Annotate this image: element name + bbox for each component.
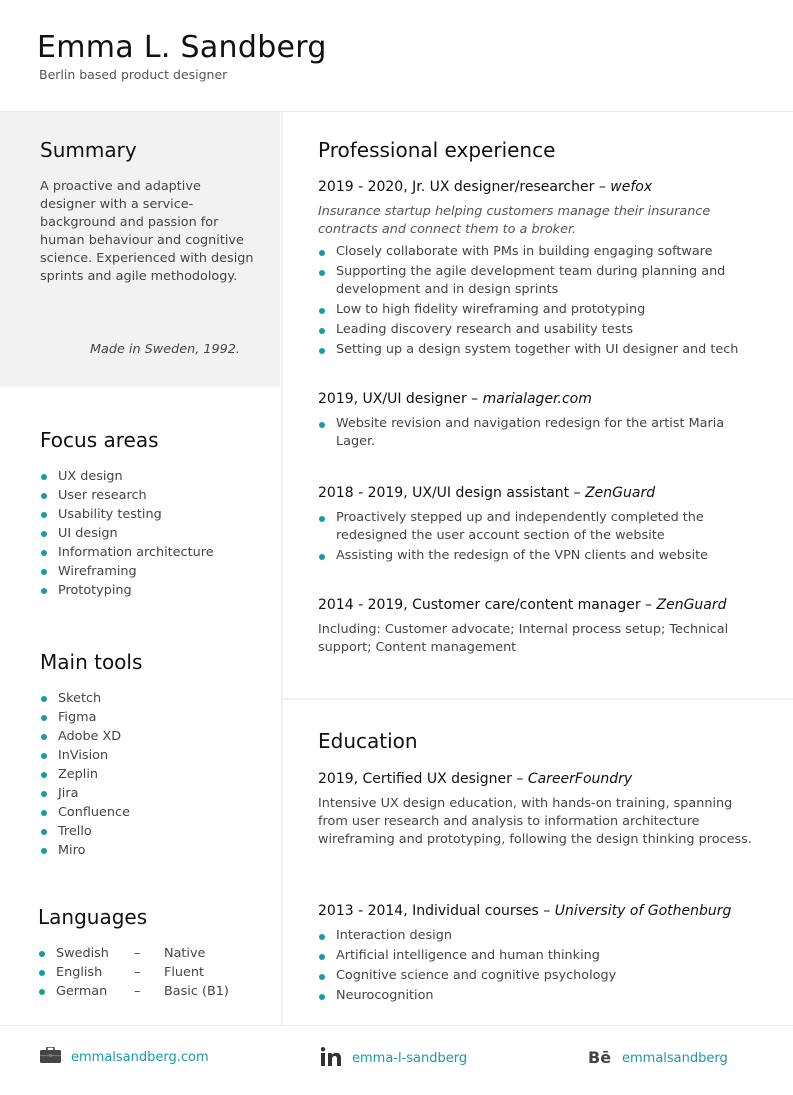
focus-areas-title: Focus areas	[40, 428, 159, 452]
svg-text:Bē: Bē	[588, 1048, 612, 1065]
separator-dash: –	[134, 965, 141, 980]
summary-made-in: Made in Sweden, 1992.	[89, 342, 240, 357]
list-item: UI design	[40, 524, 270, 543]
horizontal-divider	[283, 698, 793, 700]
linkedin-text[interactable]: emma-l-sandberg	[352, 1051, 468, 1066]
website-link[interactable]	[40, 1047, 209, 1067]
language-level: Native	[164, 946, 206, 961]
list-item: Adobe XD	[40, 727, 270, 746]
list-item: Confluence	[40, 803, 270, 822]
job-heading: 2018 - 2019, UX/UI design assistant – ZenGuard	[318, 485, 656, 501]
separator-dash: –	[134, 984, 141, 999]
list-item: Website revision and navigation redesign for the artist Maria Lager.	[318, 415, 758, 451]
list-item: Information architecture	[40, 543, 270, 562]
job-bullets	[318, 509, 758, 565]
language-item	[38, 963, 268, 982]
language-name: English	[56, 965, 103, 980]
education-school: University of Gothenburg	[554, 903, 732, 919]
list-item: Closely collaborate with PMs in building engaging software	[318, 243, 758, 261]
language-name: Swedish	[56, 946, 109, 961]
job-company: ZenGuard	[585, 485, 656, 501]
list-item: Sketch	[40, 689, 270, 708]
behance-icon	[588, 1047, 612, 1069]
list-item: Prototyping	[40, 581, 270, 600]
main-tools-title: Main tools	[40, 650, 143, 674]
separator-dash: –	[134, 946, 141, 961]
list-item: Trello	[40, 822, 270, 841]
main-tools-list	[40, 689, 270, 860]
language-item	[38, 944, 268, 963]
list-item: InVision	[40, 746, 270, 765]
language-level: Fluent	[164, 965, 205, 980]
education-school: CareerFoundry	[527, 771, 633, 787]
summary-section	[0, 112, 280, 387]
main-column	[283, 112, 793, 1025]
list-item: Interaction design	[318, 927, 758, 945]
job-entry	[318, 179, 758, 361]
linkedin-icon	[321, 1047, 342, 1070]
education-heading: 2019, Certified UX designer – CareerFoundry	[318, 771, 633, 787]
list-item: User research	[40, 486, 270, 505]
briefcase-icon	[40, 1047, 61, 1067]
list-item: Usability testing	[40, 505, 270, 524]
education-entry	[318, 903, 758, 1007]
list-item: Leading discovery research and usability tests	[318, 321, 758, 339]
education-description: Intensive UX design education, with hands-on training, spanning from user research and analysis to information architecture wireframing and prototyping, following the design thinking process.	[318, 796, 752, 847]
job-bullets	[318, 243, 758, 359]
languages-title: Languages	[38, 905, 148, 929]
education-bullets	[318, 927, 758, 1005]
job-heading: 2014 - 2019, Customer care/content manager – ZenGuard	[318, 597, 727, 613]
resume-header	[0, 0, 793, 112]
job-description: Insurance startup helping customers manage their insurance contracts and connect them to a broker.	[318, 204, 711, 237]
job-company: marialager.com	[482, 391, 592, 407]
list-item: Zeplin	[40, 765, 270, 784]
list-item: Jira	[40, 784, 270, 803]
job-description: Including: Customer advocate; Internal process setup; Technical support; Content management	[318, 622, 729, 655]
job-heading: 2019, UX/UI designer – marialager.com	[318, 391, 592, 407]
summary-title: Summary	[40, 138, 137, 162]
linkedin-link[interactable]	[321, 1047, 467, 1070]
behance-text[interactable]: emmalsandberg	[622, 1050, 728, 1066]
summary-text: A proactive and adaptive designer with a service-background and passion for human behaviour and cognitive science. Experienced with design sprints and agile methodology.	[40, 179, 254, 284]
job-entry	[318, 597, 758, 657]
education-entry	[318, 771, 758, 849]
education-title: Education	[318, 729, 418, 753]
list-item: Supporting the agile development team during planning and development and in design sprints	[318, 263, 758, 299]
education-heading: 2013 - 2014, Individual courses – University of Gothenburg	[318, 903, 732, 919]
list-item: Miro	[40, 841, 270, 860]
person-name: Emma L. Sandberg	[37, 30, 327, 65]
website-text[interactable]: emmalsandberg.com	[71, 1049, 209, 1065]
list-item: Neurocognition	[318, 987, 758, 1005]
list-item: Figma	[40, 708, 270, 727]
sidebar	[0, 112, 280, 1025]
list-item: Low to high fidelity wireframing and prototyping	[318, 301, 758, 319]
list-item: Wireframing	[40, 562, 270, 581]
language-item	[38, 982, 268, 1001]
experience-title: Professional experience	[318, 138, 556, 162]
list-item: Artificial intelligence and human thinking	[318, 947, 758, 965]
list-item: Assisting with the redesign of the VPN clients and website	[318, 547, 758, 565]
tagline: Berlin based product designer	[39, 67, 228, 82]
list-item: Setting up a design system together with UI designer and tech	[318, 341, 758, 359]
job-company: wefox	[610, 179, 653, 195]
contact-footer	[0, 1025, 793, 1095]
job-bullets	[318, 415, 758, 451]
list-item: Cognitive science and cognitive psychology	[318, 967, 758, 985]
job-company: ZenGuard	[656, 597, 727, 613]
job-entry	[318, 391, 758, 453]
list-item: UX design	[40, 467, 270, 486]
language-name: German	[56, 984, 108, 999]
behance-link[interactable]	[588, 1047, 728, 1069]
language-level: Basic (B1)	[164, 984, 229, 999]
job-heading: 2019 - 2020, Jr. UX designer/researcher – wefox	[318, 179, 653, 195]
job-entry	[318, 485, 758, 567]
list-item: Proactively stepped up and independently completed the redesigned the user account section of the website	[318, 509, 758, 545]
languages-list	[38, 944, 268, 1001]
focus-areas-list	[40, 467, 270, 600]
